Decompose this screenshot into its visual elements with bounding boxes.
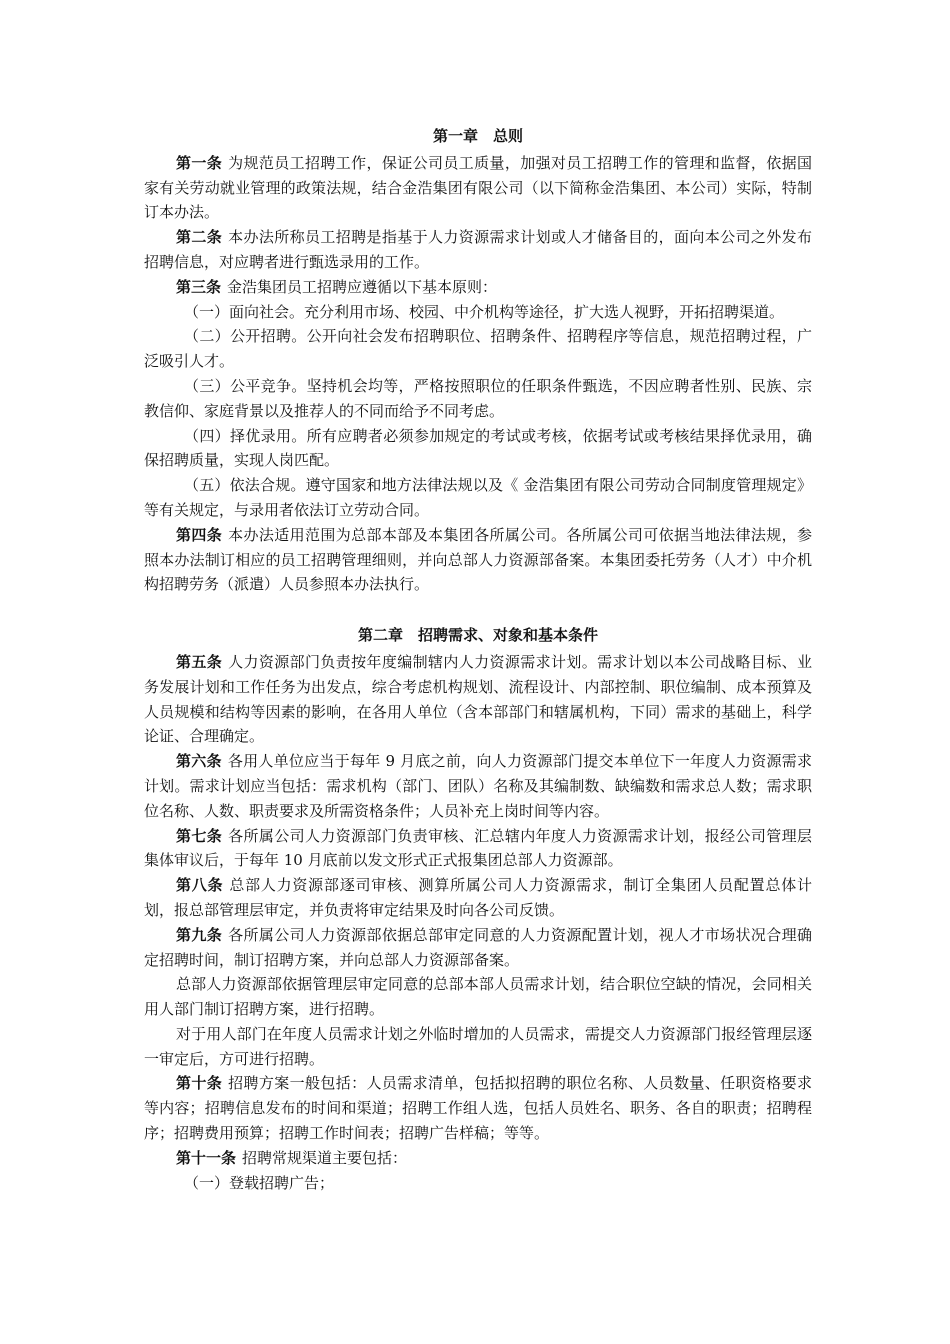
article-2 [144, 225, 812, 275]
article-text: 本办法适用范围为总部本部及本集团各所属公司。各所属公司可依据当地法律法规，参照本办法制订相应的员工招聘管理细则，并向总部人力资源部备案。本集团委托劳务（人才）中介机构招聘劳务（派遣）人员参照本办法执行。 [144, 525, 812, 594]
body-paragraph: 总部人力资源部依据管理层审定同意的总部本部人员需求计划，结合职位空缺的情况，会同相关用人部门制订招聘方案，进行招聘。 [144, 975, 812, 1019]
article-label: 第七条 [176, 826, 223, 845]
article-7 [144, 824, 812, 874]
article-label: 第三条 [176, 277, 222, 296]
principle-item: （五）依法合规。遵守国家和地方法律法规以及《 金浩集团有限公司劳动合同制度管理规定》 等有关规定，与录用者依法订立劳动合同。 [144, 476, 812, 519]
body-paragraph: 对于用人部门在年度人员需求计划之外临时增加的人员需求，需提交人力资源部门报经管理层逐一审定后，方可进行招聘。 [144, 1024, 812, 1068]
chapter-1-title: 第一章 总则 [432, 127, 523, 145]
article-label: 第五条 [176, 652, 223, 671]
article-text: 本办法所称员工招聘是指基于人力资源需求计划或人才储备目的，面向本公司之外发布招聘信息，对应聘者进行甄选录用的工作。 [144, 228, 812, 271]
article-text: 为规范员工招聘工作，保证公司员工质量，加强对员工招聘工作的管理和监督，依据国家有关劳动就业管理的政策法规，结合金浩集团有限公司（以下简称金浩集团、本公司）实际，特制订本办法。 [144, 153, 812, 222]
article-label: 第六条 [176, 752, 222, 771]
article-text: 各用人单位应当于每年 9 月底之前，向人力资源部门提交本单位下一年度人力资源需求计划。需求计划应当包括：需求机构（部门、团队）名称及其编制数、缺编数和需求总人数；需求职位名称、人数、职责要求及所需资格条件；人员补充上岗时间等内容。 [144, 752, 812, 820]
article-text: 招聘常规渠道主要包括： [242, 1148, 408, 1167]
article-text: 招聘方案一般包括：人员需求清单，包括拟招聘的职位名称、人员数量、任职资格要求等内容；招聘信息发布的时间和渠道；招聘工作组人选，包括人员姓名、职务、各自的职责；招聘程序；招聘费用预算；招聘工作时间表；招聘广告样稿；等等。 [144, 1074, 812, 1143]
document-body [144, 122, 812, 1195]
article-8 [144, 873, 812, 923]
principle-item: （三）公平竞争。坚持机会均等，严格按照职位的任职条件甄选，不因应聘者性别、民族、宗教信仰、家庭背景以及推荐人的不同而给予不同考虑。 [144, 376, 812, 420]
article-10 [144, 1071, 812, 1145]
article-label: 第四条 [176, 525, 223, 544]
article-label: 第八条 [176, 876, 224, 895]
article-4 [144, 523, 812, 597]
article-label: 第九条 [176, 925, 223, 944]
article-label: 第二条 [176, 228, 223, 247]
article-text: 各所属公司人力资源部依据总部审定同意的人力资源配置计划，视人才市场状况合理确定招聘时间，制订招聘方案，并向总部人力资源部备案。 [144, 925, 812, 969]
article-text: 人力资源部门负责按年度编制辖内人力资源需求计划。需求计划以本公司战略目标、业务发展计划和工作任务为出发点，综合考虑机构规划、流程设计、内部控制、职位编制、成本预算及人员规模和结构等因素的影响，在各用人单位（含本部部门和辖属机构，下同）需求的基础上，科学论证、合理确定。 [144, 652, 812, 746]
article-label: 第一条 [176, 153, 223, 172]
article-3 [144, 275, 812, 300]
article-text: 总部人力资源部逐司审核、测算所属公司人力资源需求，制订全集团人员配置总体计划，报总部管理层审定，并负责将审定结果及时向各公司反馈。 [144, 876, 812, 919]
channel-item: （一）登载招聘广告； [184, 1173, 335, 1192]
article-11 [144, 1146, 812, 1171]
article-6 [144, 749, 812, 823]
article-text: 金浩集团员工招聘应遵循以下基本原则： [227, 277, 498, 296]
article-9 [144, 923, 812, 973]
article-5 [144, 650, 812, 749]
principle-item: （二）公开招聘。公开向社会发布招聘职位、招聘条件、招聘程序等信息，规范招聘过程，广泛吸引人才。 [144, 327, 812, 371]
article-text: 各所属公司人力资源部门负责审核、汇总辖内年度人力资源需求计划，报经公司管理层集体审议后，于每年 10 月底前以发文形式正式报集团总部人力资源部。 [144, 826, 812, 870]
article-1 [144, 151, 812, 225]
article-label: 第十一条 [176, 1148, 237, 1167]
principle-item: （一）面向社会。充分利用市场、校园、中介机构等途径，扩大选人视野，开拓招聘渠道。 [184, 302, 785, 321]
article-label: 第十条 [176, 1074, 223, 1093]
chapter-2-title: 第二章 招聘需求、对象和基本条件 [357, 626, 598, 645]
principle-item: （四）择优录用。所有应聘者必须参加规定的考试或考核，依据考试或考核结果择优录用，确保招聘质量，实现人岗匹配。 [144, 426, 812, 470]
